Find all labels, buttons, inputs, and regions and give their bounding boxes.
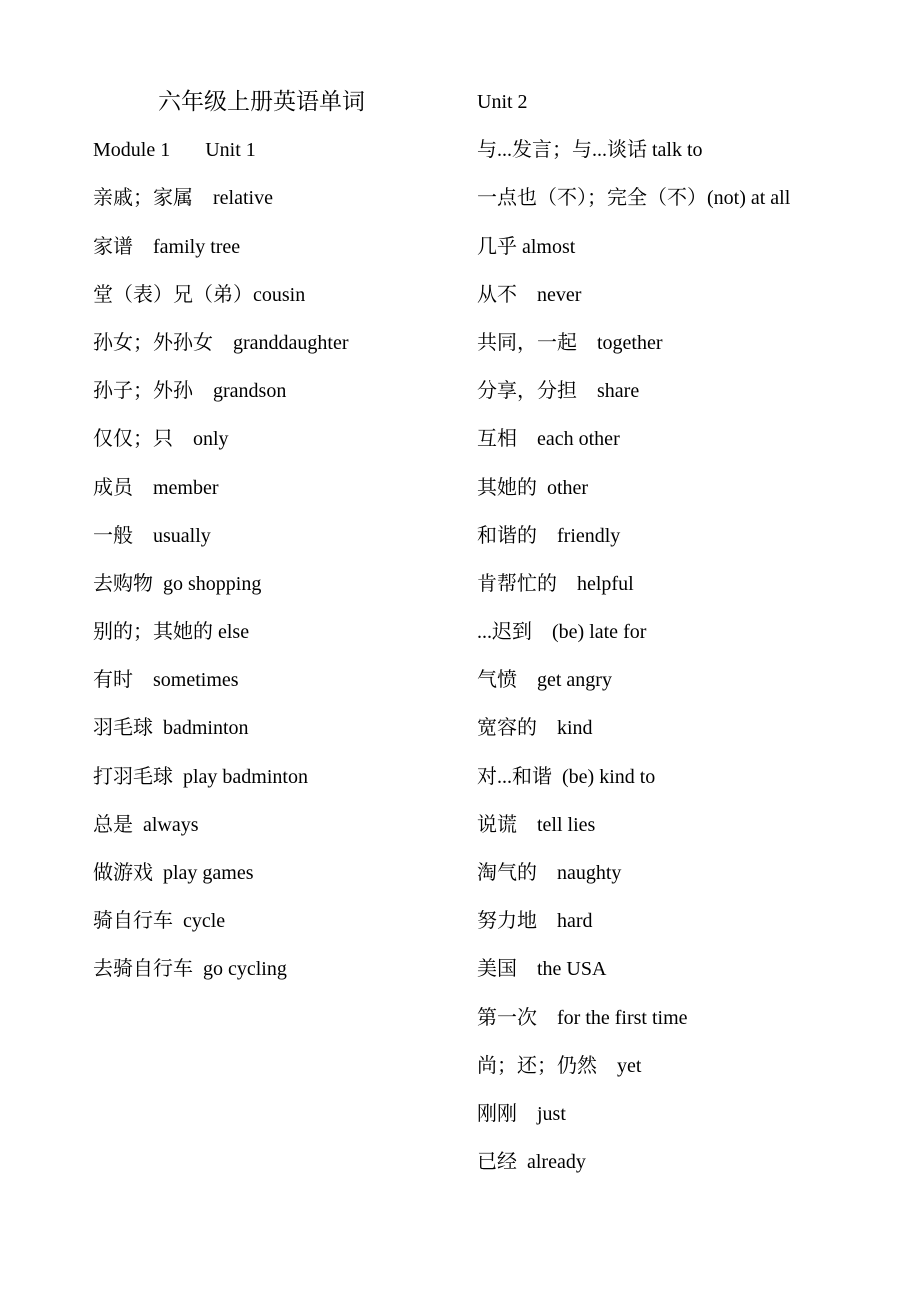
right-column bbox=[477, 84, 897, 1192]
vocabulary-entry: 已经 already bbox=[477, 1151, 586, 1174]
vocabulary-entry: 去骑自行车 go cycling bbox=[93, 958, 287, 981]
vocabulary-entry: 孙女；外孙女 granddaughter bbox=[93, 331, 349, 354]
vocabulary-entry: 气愤 get angry bbox=[477, 669, 612, 692]
vocabulary-entry: 几乎 almost bbox=[477, 235, 576, 258]
vocabulary-entry: 尚；还；仍然 yet bbox=[477, 1054, 642, 1077]
vocabulary-entry: 亲戚；家属 relative bbox=[93, 187, 273, 210]
vocabulary-entry: 对...和谐 (be) kind to bbox=[477, 765, 656, 788]
vocabulary-entry: 刚刚 just bbox=[477, 1102, 566, 1125]
vocabulary-entry: 宽容的 kind bbox=[477, 717, 593, 740]
vocabulary-entry: 做游戏 play games bbox=[93, 862, 254, 884]
unit-2-heading: Unit 2 bbox=[477, 91, 528, 113]
vocabulary-entry: 骑自行车 cycle bbox=[93, 910, 226, 933]
vocabulary-entry: 堂（表）兄（弟）cousin bbox=[93, 283, 306, 306]
vocabulary-entry: 成员 member bbox=[93, 476, 219, 499]
vocabulary-entry: 第一次 for the first time bbox=[477, 1006, 688, 1029]
left-column bbox=[93, 84, 463, 1000]
vocabulary-entry: 孙子；外孙 grandson bbox=[93, 380, 287, 403]
vocabulary-entry: 家谱 family tree bbox=[93, 235, 241, 258]
vocabulary-entry: 打羽毛球 play badminton bbox=[93, 765, 308, 788]
module-unit-heading: Module 1 Unit 1 bbox=[93, 139, 256, 162]
vocabulary-entry: 一般 usually bbox=[93, 524, 211, 547]
vocabulary-entry: 一点也（不）；完全（不）(not) at all bbox=[477, 187, 791, 210]
vocabulary-entry: 别的；其她的 else bbox=[93, 621, 250, 644]
vocabulary-entry: 和谐的 friendly bbox=[477, 524, 621, 547]
vocabulary-entry: 总是 always bbox=[93, 813, 199, 836]
left-vocabulary-list bbox=[93, 180, 463, 999]
vocabulary-entry: 努力地 hard bbox=[477, 910, 593, 933]
vocabulary-entry: ...迟到 (be) late for bbox=[477, 621, 647, 644]
vocabulary-entry: 其她的 other bbox=[477, 476, 589, 499]
vocabulary-entry: 共同，一起 together bbox=[477, 331, 663, 354]
vocabulary-entry: 美国 the USA bbox=[477, 958, 607, 981]
vocabulary-entry: 与...发言；与...谈话 talk to bbox=[477, 139, 703, 162]
vocabulary-entry: 仅仅；只 only bbox=[93, 428, 229, 451]
vocabulary-entry: 从不 never bbox=[477, 283, 582, 306]
vocabulary-entry: 去购物 go shopping bbox=[93, 572, 262, 595]
page-title: 六年级上册英语单词 bbox=[158, 89, 365, 114]
right-vocabulary-list bbox=[477, 132, 897, 1192]
vocabulary-entry: 互相 each other bbox=[477, 428, 620, 451]
vocabulary-entry: 羽毛球 badminton bbox=[93, 717, 249, 740]
vocabulary-entry: 有时 sometimes bbox=[93, 669, 239, 692]
vocabulary-entry: 淘气的 naughty bbox=[477, 862, 622, 884]
vocabulary-entry: 说谎 tell lies bbox=[477, 813, 596, 836]
vocabulary-entry: 肯帮忙的 helpful bbox=[477, 572, 634, 595]
vocabulary-entry: 分享，分担 share bbox=[477, 380, 640, 403]
